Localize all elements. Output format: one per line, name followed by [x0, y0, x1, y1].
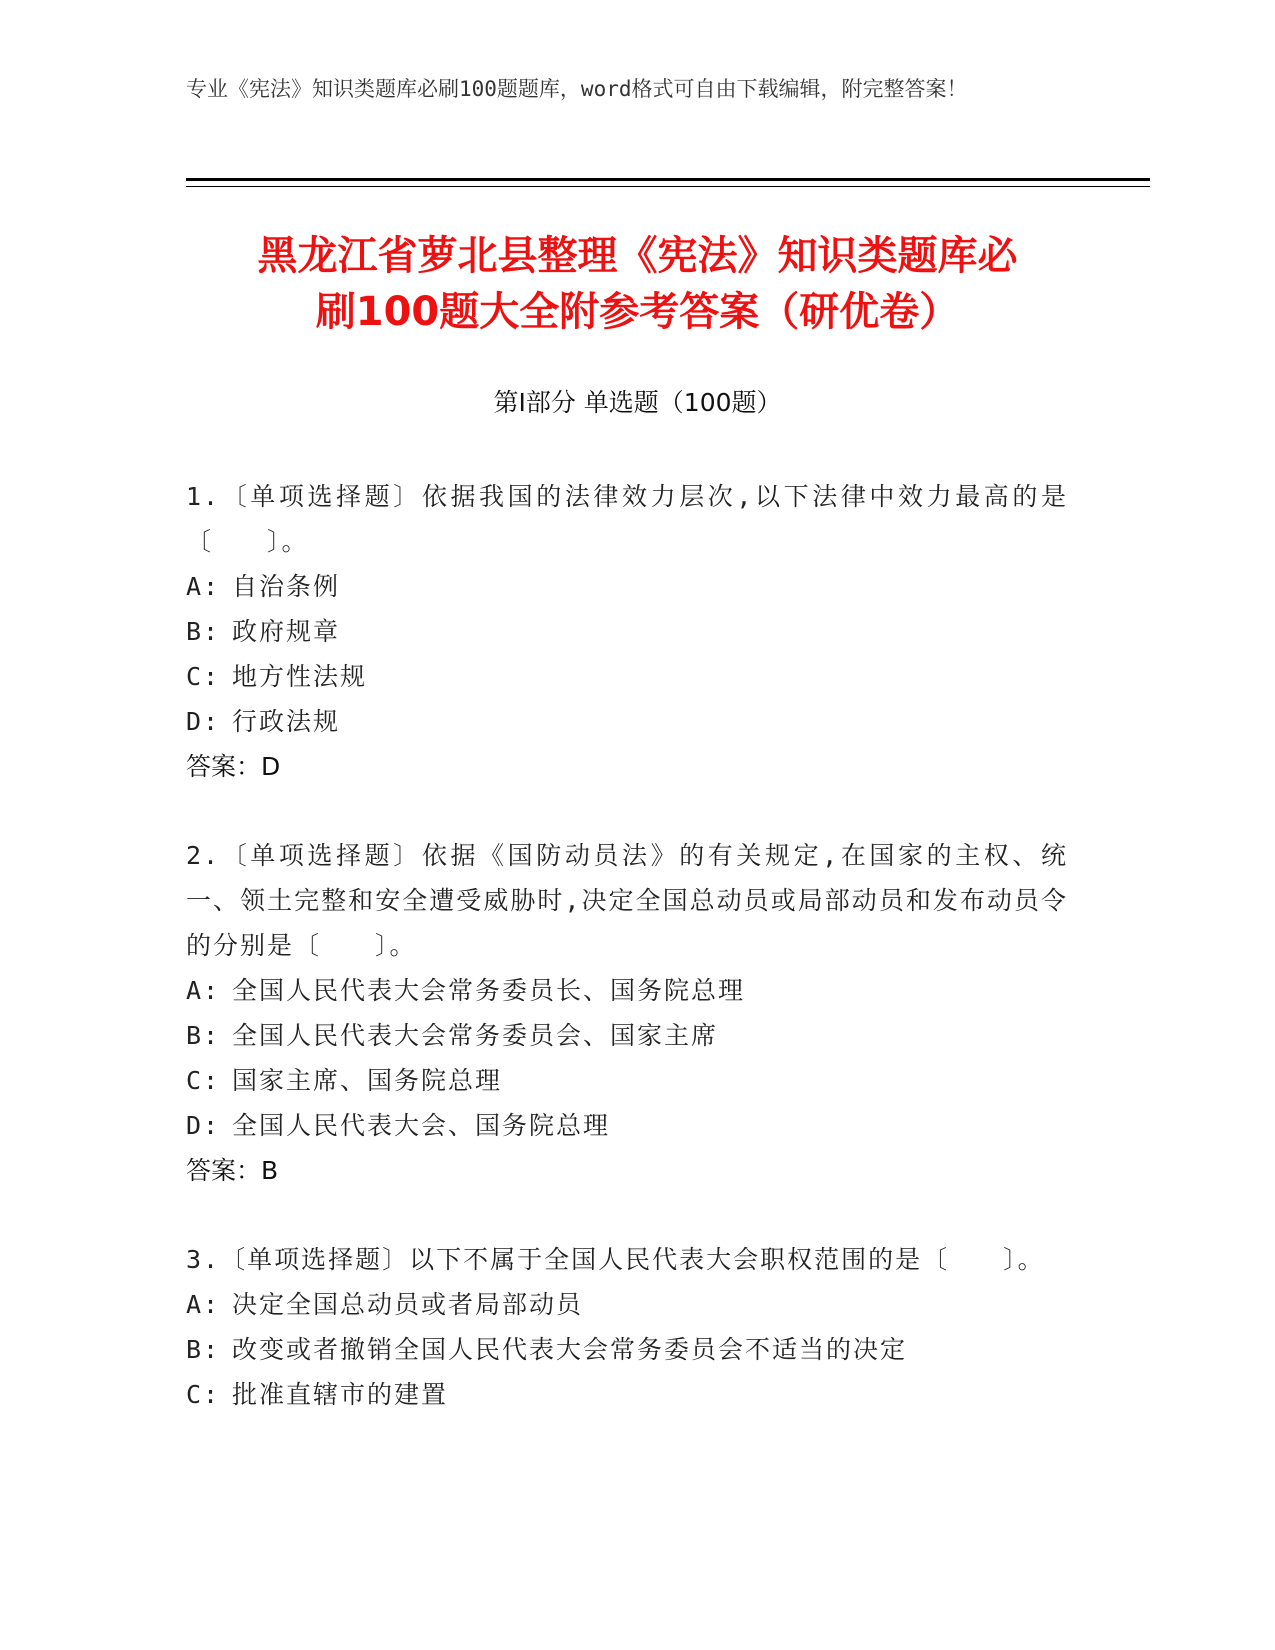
option-key: A:	[186, 572, 221, 601]
question-number: 3.	[186, 1245, 221, 1274]
option-text: 国家主席、国务院总理	[232, 1066, 503, 1095]
option-key: C:	[186, 662, 221, 691]
answer-line	[186, 744, 1068, 789]
question-number: 2.	[186, 841, 221, 870]
option-key: A:	[186, 976, 221, 1005]
answer-value: D	[261, 752, 281, 781]
title-line-1: 黑龙江省萝北县整理《宪法》知识类题库必	[257, 233, 1018, 279]
question-text	[186, 1237, 1068, 1282]
header-divider-thin	[186, 186, 1150, 187]
option-text: 批准直辖市的建置	[232, 1380, 449, 1409]
question-stem: 〔单项选择题〕依据我国的法律效力层次,以下法律中效力最高的是〔 〕。	[186, 482, 1068, 556]
option-key: D:	[186, 707, 221, 736]
option-b	[186, 609, 1068, 654]
title-line-2: 刷100题大全附参考答案（研优卷）	[315, 289, 960, 335]
question-item	[186, 833, 1068, 1193]
option-text: 全国人民代表大会、国务院总理	[232, 1111, 611, 1140]
option-b	[186, 1013, 1068, 1058]
option-text: 自治条例	[232, 572, 341, 601]
question-stem: 〔单项选择题〕以下不属于全国人民代表大会职权范围的是〔 〕。	[220, 1245, 1045, 1274]
option-key: A:	[186, 1290, 221, 1319]
question-stem: 〔单项选择题〕依据《国防动员法》的有关规定,在国家的主权、统一、领土完整和安全遭受威胁时,决定全国总动员或局部动员和发布动员令的分别是〔 〕。	[186, 841, 1068, 960]
option-b	[186, 1327, 1068, 1372]
option-key: B:	[186, 617, 221, 646]
option-key: C:	[186, 1066, 221, 1095]
option-text: 改变或者撤销全国人民代表大会常务委员会不适当的决定	[232, 1335, 908, 1364]
option-a	[186, 564, 1068, 609]
header-note: 专业《宪法》知识类题库必刷100题题库，word格式可自由下载编辑，附完整答案！	[186, 77, 968, 101]
option-d	[186, 699, 1068, 744]
question-text	[186, 474, 1068, 564]
question-item	[186, 474, 1068, 789]
option-key: B:	[186, 1335, 221, 1364]
option-d	[186, 1103, 1068, 1148]
option-c	[186, 654, 1068, 699]
option-a	[186, 1282, 1068, 1327]
question-text	[186, 833, 1068, 968]
option-c	[186, 1372, 1068, 1417]
option-text: 地方性法规	[232, 662, 368, 691]
answer-label: 答案：	[186, 1156, 262, 1185]
option-c	[186, 1058, 1068, 1103]
option-text: 行政法规	[232, 707, 341, 736]
answer-value: B	[261, 1156, 279, 1185]
answer-label: 答案：	[186, 752, 262, 781]
option-a	[186, 968, 1068, 1013]
option-text: 决定全国总动员或者局部动员	[232, 1290, 584, 1319]
question-list	[186, 474, 1068, 1461]
option-key: D:	[186, 1111, 221, 1140]
answer-line	[186, 1148, 1068, 1193]
option-key: B:	[186, 1021, 221, 1050]
header-divider-thick	[186, 178, 1150, 181]
section-title: 第Ⅰ部分 单选题（100题）	[493, 388, 782, 417]
option-text: 全国人民代表大会常务委员会、国家主席	[232, 1021, 719, 1050]
question-item	[186, 1237, 1068, 1417]
option-text: 全国人民代表大会常务委员长、国务院总理	[232, 976, 746, 1005]
document-title	[150, 228, 1125, 340]
option-text: 政府规章	[232, 617, 341, 646]
question-number: 1.	[186, 482, 221, 511]
option-key: C:	[186, 1380, 221, 1409]
